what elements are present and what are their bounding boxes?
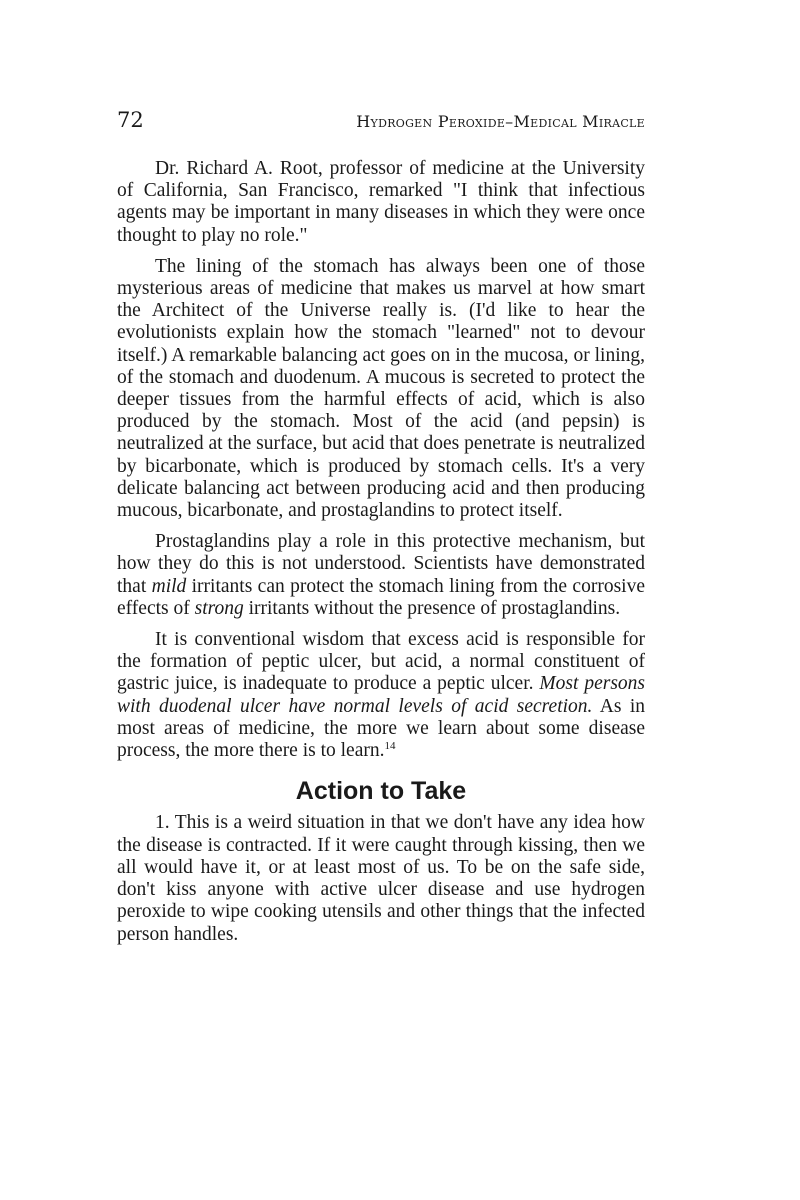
paragraph-action-1: 1. This is a weird situation in that we don't have any idea how the disease is contracted. If it were caught through kissing, then we all would have it, or at least most of us. To be on the safe side, don't kiss anyone with active ulcer disease and use hydrogen peroxide to wipe cooking utensils and other things that the infected person handles. <box>117 812 645 945</box>
footnote-marker: 14 <box>384 740 396 753</box>
running-head <box>117 108 645 132</box>
text-run: irritants without the presence of prostaglandins. <box>243 597 621 619</box>
paragraph-root-quote: Dr. Richard A. Root, professor of medicine at the University of California, San Francisco, remarked "I think that infectious agents may be important in many diseases in which they were once thought to play no role." <box>117 158 645 246</box>
text-run: As in most areas of medicine, the more we learn about some disease process, the more there is to learn. <box>117 695 646 762</box>
running-title: Hydrogen Peroxide–Medical Miracle <box>356 112 645 131</box>
paragraph-prostaglandins <box>117 531 645 620</box>
emphasis-strong: strong <box>194 597 244 619</box>
text-run: Prostaglandins play a role in this protective mechanism, but how they do this is not understood. Scientists have demonstrated that <box>117 531 645 597</box>
section-heading: Action to Take <box>295 777 467 806</box>
text-run: It is conventional wisdom that excess acid is responsible for the formation of peptic ulcer, but acid, a normal constituent of gastric juice, is inadequate to produce a peptic ulcer. <box>117 629 645 695</box>
body-text <box>117 158 645 955</box>
paragraph-stomach-lining: The lining of the stomach has always been one of those mysterious areas of medicine that makes us marvel at how smart the Architect of the Universe really is. (I'd like to hear the evolutionists explain how the stomach "learned" not to devour itself.) A remarkable balancing act goes on in the mucosa, or lining, of the stomach and duodenum. A mucous is secreted to protect the deeper tissues from the harmful effects of acid, which is also produced by the stomach. Most of the acid (and pepsin) is neutralized at the surface, but acid that does penetrate is neutralized by bicarbonate, which is produced by stomach cells. It's a very delicate balancing act between producing acid and then producing mucous, bicarbonate, and prostaglandins to protect itself. <box>117 255 645 522</box>
emphasis-mild: mild <box>151 575 187 597</box>
text-run: irritants can protect the stomach lining from the corrosive effects of <box>117 575 645 619</box>
paragraph-peptic-ulcer <box>117 629 645 762</box>
emphasis-acid-secretion: Most persons with duodenal ulcer have normal levels of acid secretion. <box>117 673 645 717</box>
page-number: 72 <box>117 108 144 132</box>
